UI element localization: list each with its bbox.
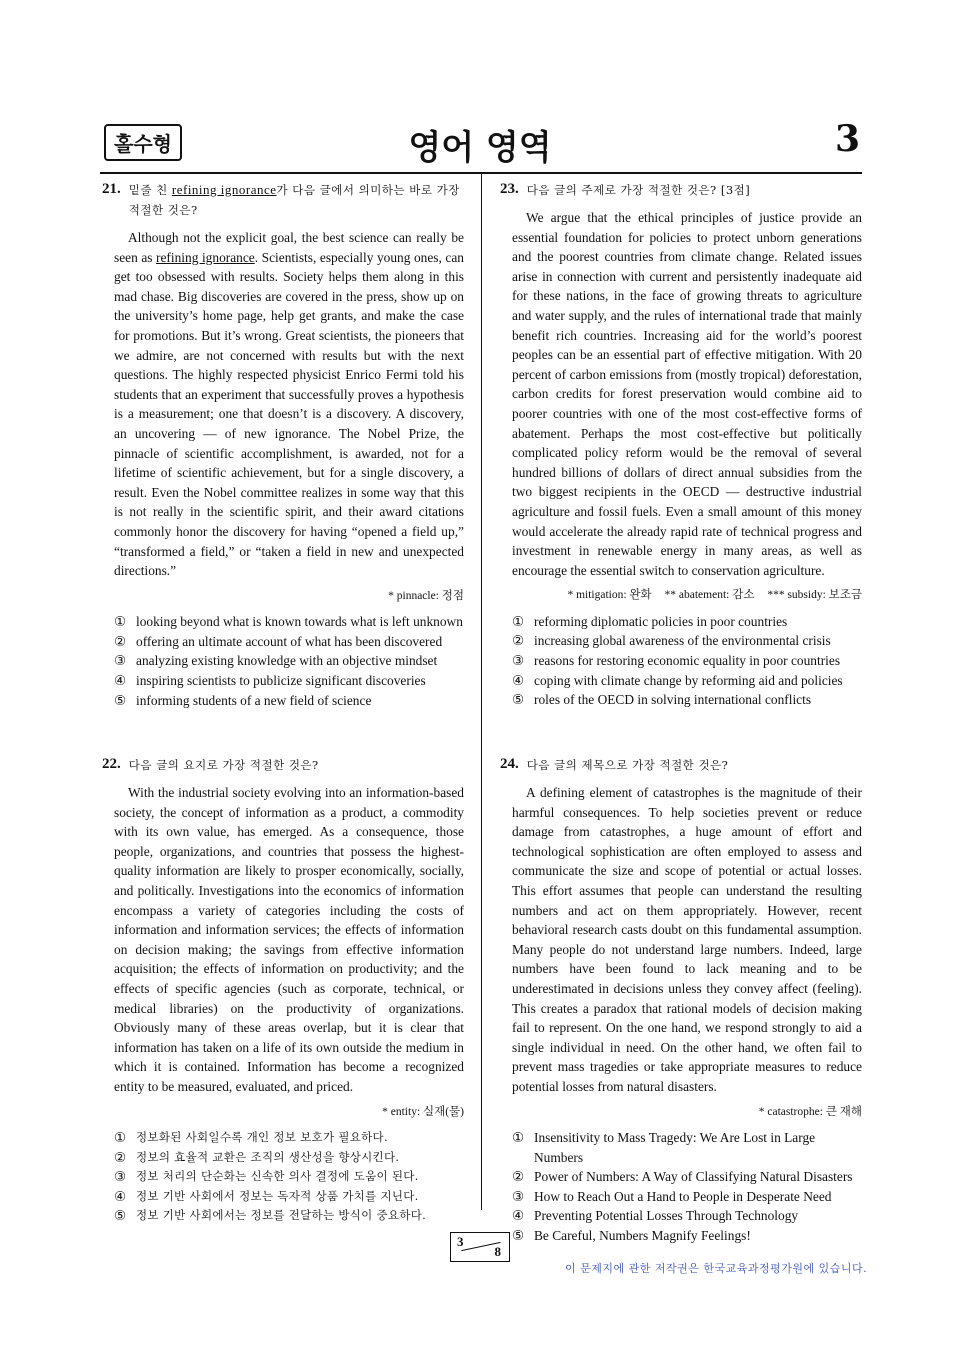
- question-number: 24.: [500, 756, 519, 772]
- option-3[interactable]: [512, 651, 862, 671]
- option-text: inspiring scientists to publicize significant discoveries: [136, 673, 426, 689]
- option-text: informing students of a new field of science: [136, 692, 372, 708]
- column-divider: [481, 174, 482, 1210]
- option-mark: ⑤: [114, 1208, 127, 1224]
- option-mark: ③: [512, 1188, 525, 1204]
- footnote-text: * catastrophe: 큰 재해: [758, 1105, 862, 1118]
- prompt-underlined: refining ignorance: [171, 182, 277, 197]
- option-mark: ④: [512, 1208, 525, 1224]
- options: [102, 1128, 464, 1226]
- question-number: 23.: [500, 181, 519, 197]
- copyright-notice: 이 문제지에 관한 저작권은 한국교육과정평가원에 있습니다.: [565, 1262, 868, 1275]
- question-21: [102, 180, 464, 710]
- option-mark: ④: [114, 673, 127, 689]
- page-number: 3: [834, 118, 860, 160]
- footnote-text: * entity: 실재(물): [382, 1105, 464, 1118]
- option-text: Be Careful, Numbers Magnify Feelings!: [534, 1228, 751, 1244]
- question-22: [102, 755, 464, 1226]
- options: [500, 612, 862, 710]
- option-2[interactable]: [114, 632, 464, 652]
- option-text: Power of Numbers: A Way of Classifying Natural Disasters: [534, 1169, 853, 1185]
- passage-text: Although not the explicit goal, the best science can really be seen as: [114, 230, 464, 265]
- page-indicator: [450, 1232, 510, 1262]
- exam-type-badge: 홀수형: [104, 124, 182, 161]
- option-text: increasing global awareness of the environmental crisis: [534, 633, 831, 649]
- footnote-text: *** subsidy: 보조금: [767, 589, 862, 602]
- option-text: analyzing existing knowledge with an objective mindset: [136, 653, 438, 669]
- option-text: How to Reach Out a Hand to People in Desperate Need: [534, 1188, 832, 1204]
- option-text: coping with climate change by reforming aid and policies: [534, 672, 843, 688]
- question-prompt: 다음 글의 요지로 가장 적절한 것은?: [128, 758, 319, 772]
- option-1[interactable]: [512, 612, 862, 632]
- options: [500, 1128, 862, 1246]
- option-mark: ④: [114, 1188, 127, 1204]
- prompt-text: 밑줄 친: [128, 183, 172, 197]
- options: [102, 612, 464, 710]
- option-text: offering an ultimate account of what has been discovered: [136, 633, 443, 649]
- option-2[interactable]: [114, 1148, 464, 1168]
- option-mark: ③: [114, 1169, 127, 1185]
- question-prompt: 다음 글의 주제로 가장 적절한 것은? [3점]: [526, 183, 751, 197]
- option-text: Insensitivity to Mass Tragedy: We Are Lost in Large Numbers: [534, 1130, 816, 1165]
- option-4[interactable]: [512, 671, 862, 691]
- passage: A defining element of catastrophes is the magnitude of their harmful consequences. To help societies prevent or reduce damage from catastrophes, a huge amount of effort and technological sophistication are often employed to assess and communicate the size and scope of potential or actual losses. This effort assumes that people can understand the resulting numbers and act on them appropriately. However, recent behavioral research casts doubt on this fundamental assumption. Many people do not understand large numbers. Indeed, large numbers have been found to lack meaning and to be underestimated in decisions unless they convey affect (feeling). This creates a paradox that rational models of decision making fail to represent. On the one hand, we respond strongly to aid a single individual in need. On the other hand, we often fail to prevent mass tragedies or take appropriate measures to reduce potential losses from natural disasters.: [512, 785, 862, 1094]
- option-5[interactable]: [512, 690, 862, 710]
- option-2[interactable]: [512, 631, 862, 651]
- option-mark: ①: [114, 1130, 127, 1146]
- footnote: [500, 586, 862, 606]
- option-3[interactable]: [114, 1167, 464, 1187]
- option-text: 정보 처리의 단순화는 신속한 의사 결정에 도움이 된다.: [136, 1169, 419, 1184]
- option-5[interactable]: [114, 1206, 464, 1226]
- option-mark: ②: [114, 1149, 127, 1165]
- passage: We argue that the ethical principles of justice provide an essential foundation for policies to protect unborn generations and the poorest countries from climate change. Related issues arise in connection with current and persistently inadequate aid for these nations, in the face of growing threats to agriculture and water supply, and the rules of international trade that mainly benefit rich countries. Increasing aid for the world’s poorest peoples can be an essential part of effective mitigation. With 20 percent of carbon emissions from (mostly tropical) deforestation, carbon credits for forest preservation would combine aid to poorer countries with one of the most cost-effective forms of abatement. Perhaps the most cost-effective but politically complicated policy reform would be the removal of several hundred billions of dollars of direct annual subsidies from the two biggest recipients in the OECD — destructive industrial agriculture and fossil fuels. Even a small amount of this money would accelerate the already rapid rate of technical progress and investment in renewable energy in many areas, as well as encourage the essential switch to conservation agriculture.: [512, 210, 862, 578]
- question-prompt: [129, 180, 464, 220]
- option-mark: ④: [512, 672, 525, 688]
- option-mark: ②: [512, 633, 525, 649]
- option-mark: ③: [512, 653, 525, 669]
- option-mark: ⑤: [512, 1228, 525, 1244]
- option-text: roles of the OECD in solving international conflicts: [534, 692, 812, 708]
- passage: [102, 228, 464, 581]
- question-24: [500, 755, 862, 1246]
- option-mark: ⑤: [114, 692, 127, 708]
- option-text: 정보 기반 사회에서는 정보를 전달하는 방식이 중요하다.: [136, 1208, 427, 1223]
- footnote-text: * pinnacle: 정점: [388, 589, 464, 602]
- prompt-text: 가 다음 글에서 의미하는 바로 가장 적절한 것은?: [128, 183, 460, 217]
- option-1[interactable]: [114, 1128, 464, 1148]
- option-mark: ①: [114, 614, 127, 630]
- passage-text: . Scientists, especially young ones, can get too obsessed with results. Society helps them along in this mad chase. Big discoveries are covered in the press, show up on the university’s home page, help get grants, and make the case for promotions. But it’s wrong. Great scientists, the pioneers that we admire, are not concerned with results but with the next questions. The highly respected physicist Enrico Fermi told his students that an experiment that successfully proves a hypothesis is a measurement; one that doesn’t is a discovery. A discovery, an uncovering — of new ignorance. The Nobel Prize, the pinnacle of scientific accomplishment, is awarded, not for a lifetime of scientific achievement, but for a single discovery, a result. Even the Nobel committee realizes in some way that this is not really in the scientific spirit, and their award citations commonly honor the discovery for having “opened a field up,” “transformed a field,” or “taken a field in new and unexpected directions.”: [114, 249, 464, 579]
- option-3[interactable]: [114, 651, 464, 671]
- option-2[interactable]: [512, 1167, 862, 1187]
- question-23: [500, 180, 862, 710]
- option-text: reasons for restoring economic equality in poor countries: [534, 653, 841, 669]
- option-text: looking beyond what is known towards what is left unknown: [136, 614, 463, 630]
- passage: With the industrial society evolving into an information-based society, the concept of information as a product, a commodity with its own value, has emerged. As a consequence, those people, organizations, and countries that possess the highest-quality information are likely to prosper economically, socially, and politically. Investigations into the economics of information encompass a variety of categories including the costs of information and information services; the effects of information on decision making; the savings from effective information acquisition; the effects of information on productivity; and the effects of specific agencies (such as corporate, technical, or medical libraries) on the productivity of organizations. Obviously many of these areas overlap, but it is clear that information has taken on a life of its own outside the medium in which it is contained. Information has become a recognized entity to be measured, evaluated, and priced.: [114, 785, 464, 1094]
- option-3[interactable]: [512, 1187, 862, 1207]
- question-prompt: 다음 글의 제목으로 가장 적절한 것은?: [526, 758, 729, 772]
- option-text: reforming diplomatic policies in poor countries: [534, 613, 788, 629]
- footnote: [102, 587, 464, 607]
- footnote: [500, 1103, 862, 1123]
- option-4[interactable]: [114, 1187, 464, 1207]
- question-number: 21.: [102, 181, 121, 197]
- passage-underlined: refining ignorance: [156, 249, 255, 265]
- option-mark: ①: [512, 613, 525, 629]
- option-mark: ②: [114, 633, 127, 649]
- option-1[interactable]: [512, 1128, 862, 1167]
- footnote: [102, 1103, 464, 1123]
- option-4[interactable]: [512, 1206, 862, 1226]
- option-mark: ⑤: [512, 692, 525, 708]
- page-header: [100, 120, 860, 170]
- option-mark: ③: [114, 653, 127, 669]
- page-current: 3: [457, 1234, 464, 1249]
- page-total: 8: [494, 1244, 501, 1259]
- option-text: 정보 기반 사회에서 정보는 독자적 상품 가치를 지닌다.: [136, 1188, 419, 1203]
- footnote-text: ** abatement: 감소: [664, 589, 755, 602]
- option-1[interactable]: [114, 612, 464, 632]
- option-text: 정보의 효율적 교환은 조직의 생산성을 향상시킨다.: [136, 1149, 400, 1164]
- option-mark: ①: [512, 1130, 525, 1146]
- option-text: Preventing Potential Losses Through Technology: [534, 1208, 799, 1224]
- option-mark: ②: [512, 1169, 525, 1185]
- footnote-text: * mitigation: 완화: [567, 589, 652, 602]
- question-number: 22.: [102, 756, 121, 772]
- subject-title: 영어 영역: [408, 128, 552, 168]
- option-4[interactable]: [114, 671, 464, 691]
- option-5[interactable]: [114, 691, 464, 711]
- option-5[interactable]: [512, 1226, 862, 1246]
- option-text: 정보화된 사회일수록 개인 정보 보호가 필요하다.: [136, 1130, 388, 1145]
